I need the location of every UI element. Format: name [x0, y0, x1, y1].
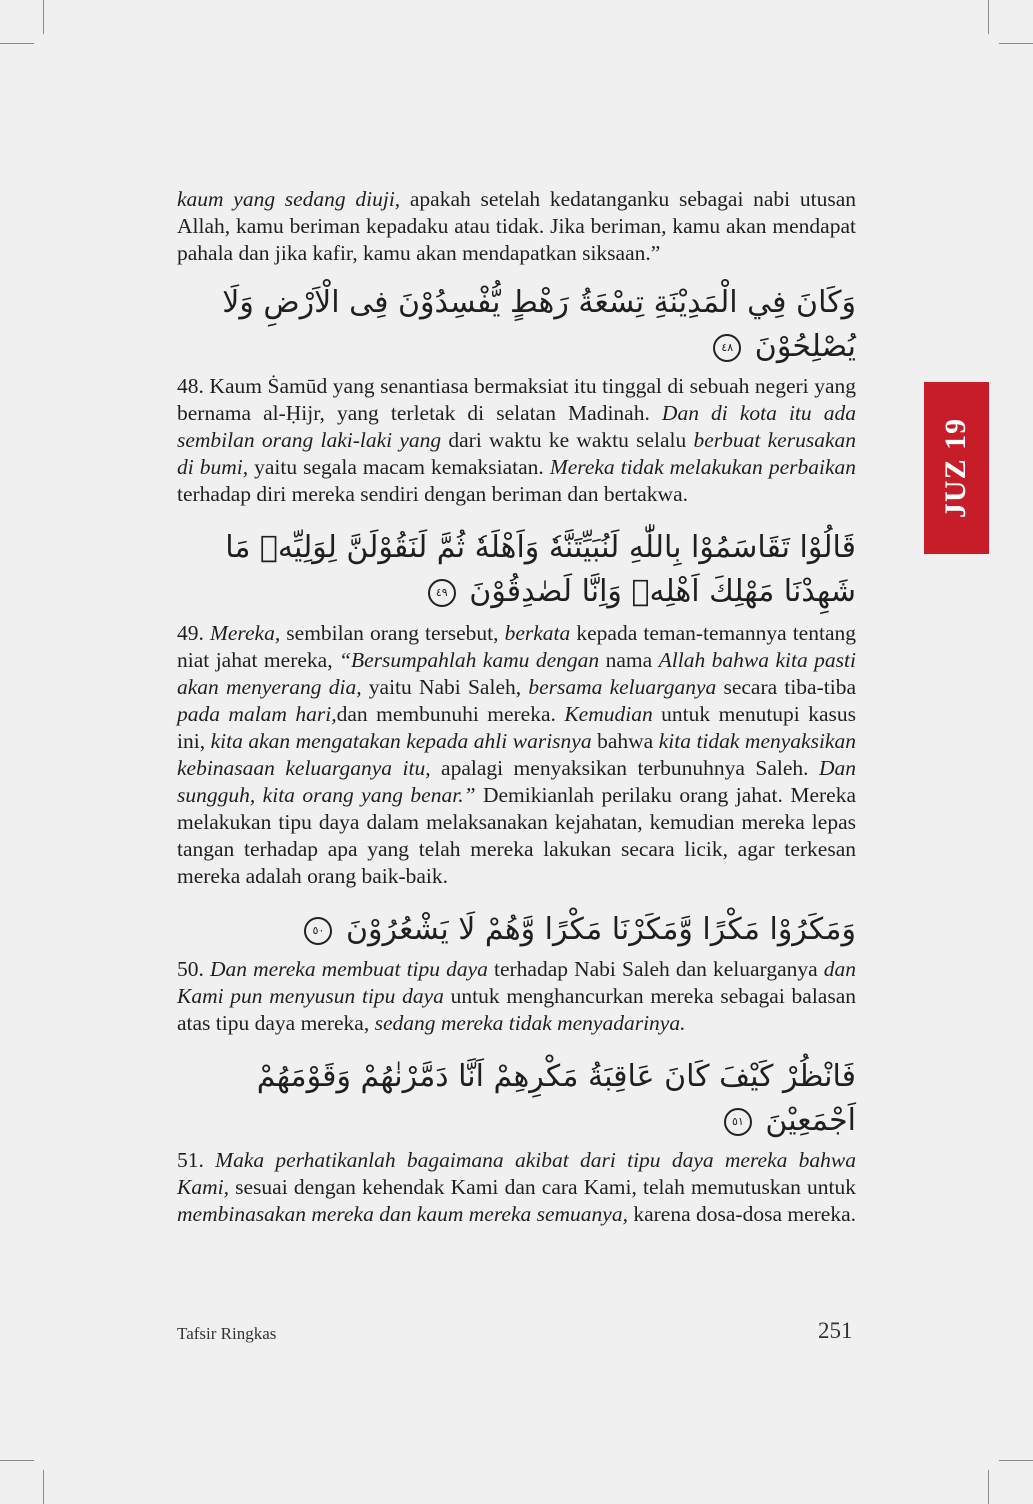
text: 48. Kaum Ṡamūd yang senantiasa bermaksiat itu tinggal di sebuah negeri yang bernama al-Ḥijr, yang terletak di selatan Madinah. [177, 374, 856, 425]
crop-mark [999, 43, 1033, 44]
text: 50. [177, 957, 210, 981]
italic-text: berbuat kerusakan di bumi, [177, 428, 856, 479]
italic-text: Dan mereka membuat tipu daya [209, 957, 488, 981]
ayah-number-marker: ٤٨ [713, 334, 741, 362]
italic-text: Mereka tidak melakukan perbaikan [549, 455, 856, 479]
ayah-51-arabic [177, 1055, 856, 1143]
crop-mark [988, 1470, 989, 1504]
juz-label: JUZ 19 [939, 417, 973, 519]
arabic-text: وَمَكَرُوْا مَكْرًا وَّمَكَرْنَا مَكْرًا وَّهُمْ لَا يَشْعُرُوْنَ [346, 912, 856, 947]
italic-text: Maka perhatikanlah bagaimana akibat dari tipu daya mereka bahwa Kami, [177, 1148, 857, 1199]
text: terhadap diri mereka sendiri dengan beriman dan bertakwa. [177, 482, 689, 506]
text: apakah setelah kedatanganku sebagai nabi utusan Allah, kamu beriman kepadaku atau tidak. Jika beriman, kamu akan mendapat pahala dan jika kafir, kamu akan mendapatkan siksaan.” [177, 187, 856, 265]
intro-paragraph [177, 186, 856, 267]
text: dari waktu ke waktu selalu [441, 428, 694, 452]
tafsir-50 [177, 956, 856, 1037]
italic-text: Dan sungguh, kita orang yang benar.” [177, 756, 856, 807]
text: 49. [177, 621, 210, 645]
text: apalagi menyaksikan terbunuhnya Saleh. [430, 756, 819, 780]
ayah-number-marker: ٥١ [724, 1108, 752, 1136]
text: Demikianlah perilaku orang jahat. Mereka melakukan tipu daya dalam melaksanakan kejahatan, kemudian mereka lepas tangan terhadap apa yang telah mereka lakukan secara licik, agar terkesan mereka adalah orang baik-baik. [177, 783, 856, 888]
juz-tab [924, 382, 989, 554]
tafsir-49 [177, 620, 856, 890]
italic-text: kita tidak menyaksikan kebinasaan keluarganya itu, [177, 729, 856, 780]
italic-text: Mereka, [209, 621, 281, 645]
text: secara tiba-tiba [716, 675, 856, 699]
italic-text: bersama keluarganya [528, 675, 717, 699]
text: nama [599, 648, 659, 672]
ayah-number-marker: ٤٩ [428, 579, 456, 607]
italic-text: “Bersumpahlah kamu dengan [339, 648, 600, 672]
page-number: 251 [818, 1318, 853, 1343]
text: yaitu Nabi Saleh, [361, 675, 529, 699]
crop-mark [0, 1460, 34, 1461]
text: untuk menghancurkan mereka sebagai balasan atas tipu daya mereka, [177, 984, 856, 1035]
text: kepada teman-temannya tentang niat jahat mereka, [177, 621, 856, 672]
text: sembilan orang tersebut, [280, 621, 505, 645]
tafsir-51 [177, 1147, 856, 1228]
crop-mark [988, 0, 989, 34]
italic-text: kita akan mengatakan kepada ahli warisnya [210, 729, 592, 753]
text: 51. [177, 1148, 216, 1172]
italic-text: Dan di kota itu ada sembilan orang laki-laki yang [177, 401, 856, 452]
arabic-text: قَالُوْا تَقَاسَمُوْا بِاللّٰهِ لَنُبَيِّتَنَّهٗ وَاَهْلَهٗ ثُمَّ لَنَقُوْلَنَّ لِوَلِيِّهٖ مَا شَهِدْنَا مَهْلِكَ اَهْلِهٖ وَاِنَّا لَصٰدِقُوْنَ [225, 530, 856, 609]
crop-mark [43, 1470, 44, 1504]
italic-text: membinasakan mereka dan kaum mereka semuanya, [177, 1202, 628, 1226]
crop-mark [0, 43, 34, 44]
italic-text: dan Kami pun menyusun tipu daya [177, 957, 856, 1008]
arabic-text: وَكَانَ فِي الْمَدِيْنَةِ تِسْعَةُ رَهْطٍ يُّفْسِدُوْنَ فِى الْاَرْضِ وَلَا يُصْلِحُوْنَ [222, 285, 856, 364]
italic-text: Kemudian [564, 702, 653, 726]
italic-text: berkata [504, 621, 571, 645]
italic-text: kaum yang sedang diuji, [177, 187, 401, 211]
ayah-number-marker: ٥٠ [304, 917, 332, 945]
text: karena dosa-dosa mereka. [627, 1202, 857, 1226]
ayah-48-arabic [177, 281, 856, 369]
book-title: Tafsir Ringkas [177, 1324, 277, 1343]
text: yaitu segala macam kemaksiatan. [248, 455, 550, 479]
page-content [177, 186, 856, 1228]
text: untuk menutupi kasus ini, [177, 702, 856, 753]
italic-text: pada malam hari, [177, 702, 337, 726]
text: dan membunuhi mereka. [336, 702, 565, 726]
tafsir-48 [177, 373, 856, 508]
crop-mark [43, 0, 44, 34]
text: bahwa [591, 729, 659, 753]
ayah-50-arabic [177, 908, 856, 952]
ayah-49-arabic [177, 526, 856, 614]
text: terhadap Nabi Saleh dan keluarganya [487, 957, 824, 981]
arabic-text: فَانْظُرْ كَيْفَ كَانَ عَاقِبَةُ مَكْرِهِمْ اَنَّا دَمَّرْنٰهُمْ وَقَوْمَهُمْ اَجْمَعِيْنَ [256, 1059, 856, 1138]
italic-text: sedang mereka tidak menyadarinya. [374, 1011, 686, 1035]
crop-mark [999, 1460, 1033, 1461]
text: sesuai dengan kehendak Kami dan cara Kami, telah memutuskan untuk [228, 1175, 856, 1199]
italic-text: Allah bahwa kita pasti akan menyerang dia, [177, 648, 856, 699]
